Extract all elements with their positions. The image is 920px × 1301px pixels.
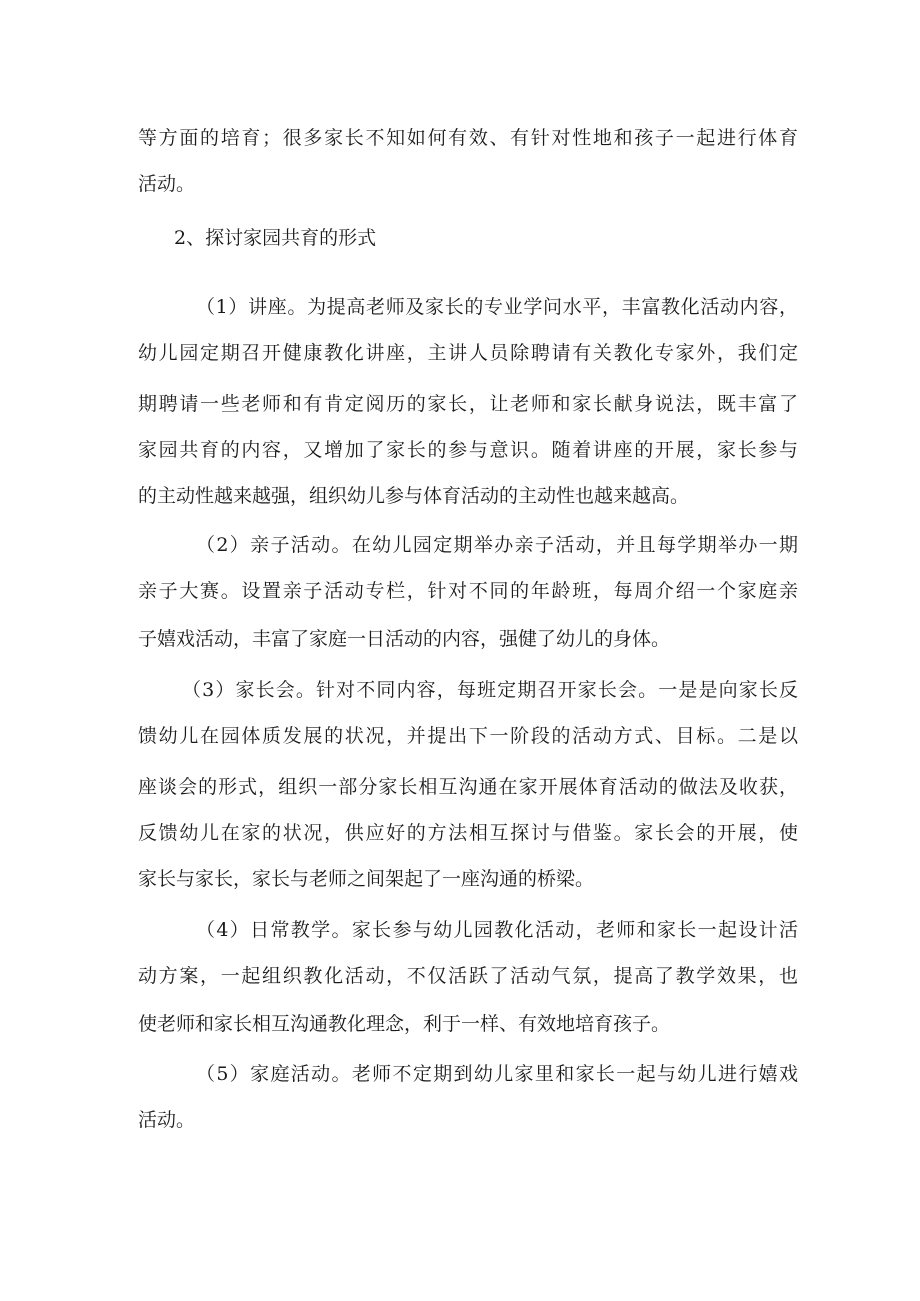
p2-line-3: 子嬉戏活动，丰富了家庭一日活动的内容，强健了幼儿的身体。 [138, 628, 671, 650]
p1-line-4: 家园共育的内容，又增加了家长的参与意识。随着讲座的开展，家长参与 [138, 439, 798, 461]
intro-line-2: 活动。 [138, 173, 196, 195]
p4-line-3: 使老师和家长相互沟通教化理念，利于一样、有效地培育孩子。 [138, 1013, 671, 1035]
p1-line-1: （1）讲座。为提高老师及家长的专业学问水平，丰富教化活动内容， [196, 296, 798, 318]
p3-line-5: 家长与家长，家长与老师之间架起了一座沟通的桥梁。 [138, 868, 595, 890]
p5-line-1: （5）家庭活动。老师不定期到幼儿家里和家长一起与幼儿进行嬉戏 [196, 1063, 798, 1085]
p5-line-2: 活动。 [138, 1109, 196, 1131]
p1-line-2: 幼儿园定期召开健康教化讲座，主讲人员除聘请有关教化专家外，我们定 [138, 342, 798, 364]
section-heading: 2、探讨家园共育的形式 [174, 227, 377, 249]
p3-line-4: 反馈幼儿在家的状况，供应好的方法相互探讨与借鉴。家长会的开展，使 [138, 822, 798, 844]
p3-line-3: 座谈会的形式，组织一部分家长相互沟通在家开展体育活动的做法及收获， [138, 776, 798, 798]
intro-line-1: 等方面的培育；很多家长不知如何有效、有针对性地和孩子一起进行体育 [138, 127, 798, 149]
p3-line-2: 馈幼儿在园体质发展的状况，并提出下一阶段的活动方式、目标。二是以 [138, 725, 798, 747]
p1-line-3: 期聘请一些老师和有肯定阅历的家长，让老师和家长献身说法，既丰富了 [138, 393, 798, 415]
p2-line-2: 亲子大赛。设置亲子活动专栏，针对不同的年龄班，每周介绍一个家庭亲 [138, 580, 798, 602]
p4-line-1: （4）日常教学。家长参与幼儿园教化活动，老师和家长一起设计活 [196, 919, 798, 941]
p3-line-1: （3）家长会。针对不同内容，每班定期召开家长会。一是是向家长反 [182, 679, 798, 701]
p1-line-5: 的主动性越来越强，组织幼儿参与体育活动的主动性也越来越高。 [138, 485, 690, 507]
p4-line-2: 动方案，一起组织教化活动，不仅活跃了活动气氛，提高了教学效果，也 [138, 965, 798, 987]
p2-line-1: （2）亲子活动。在幼儿园定期举办亲子活动，并且每学期举办一期 [196, 534, 798, 556]
